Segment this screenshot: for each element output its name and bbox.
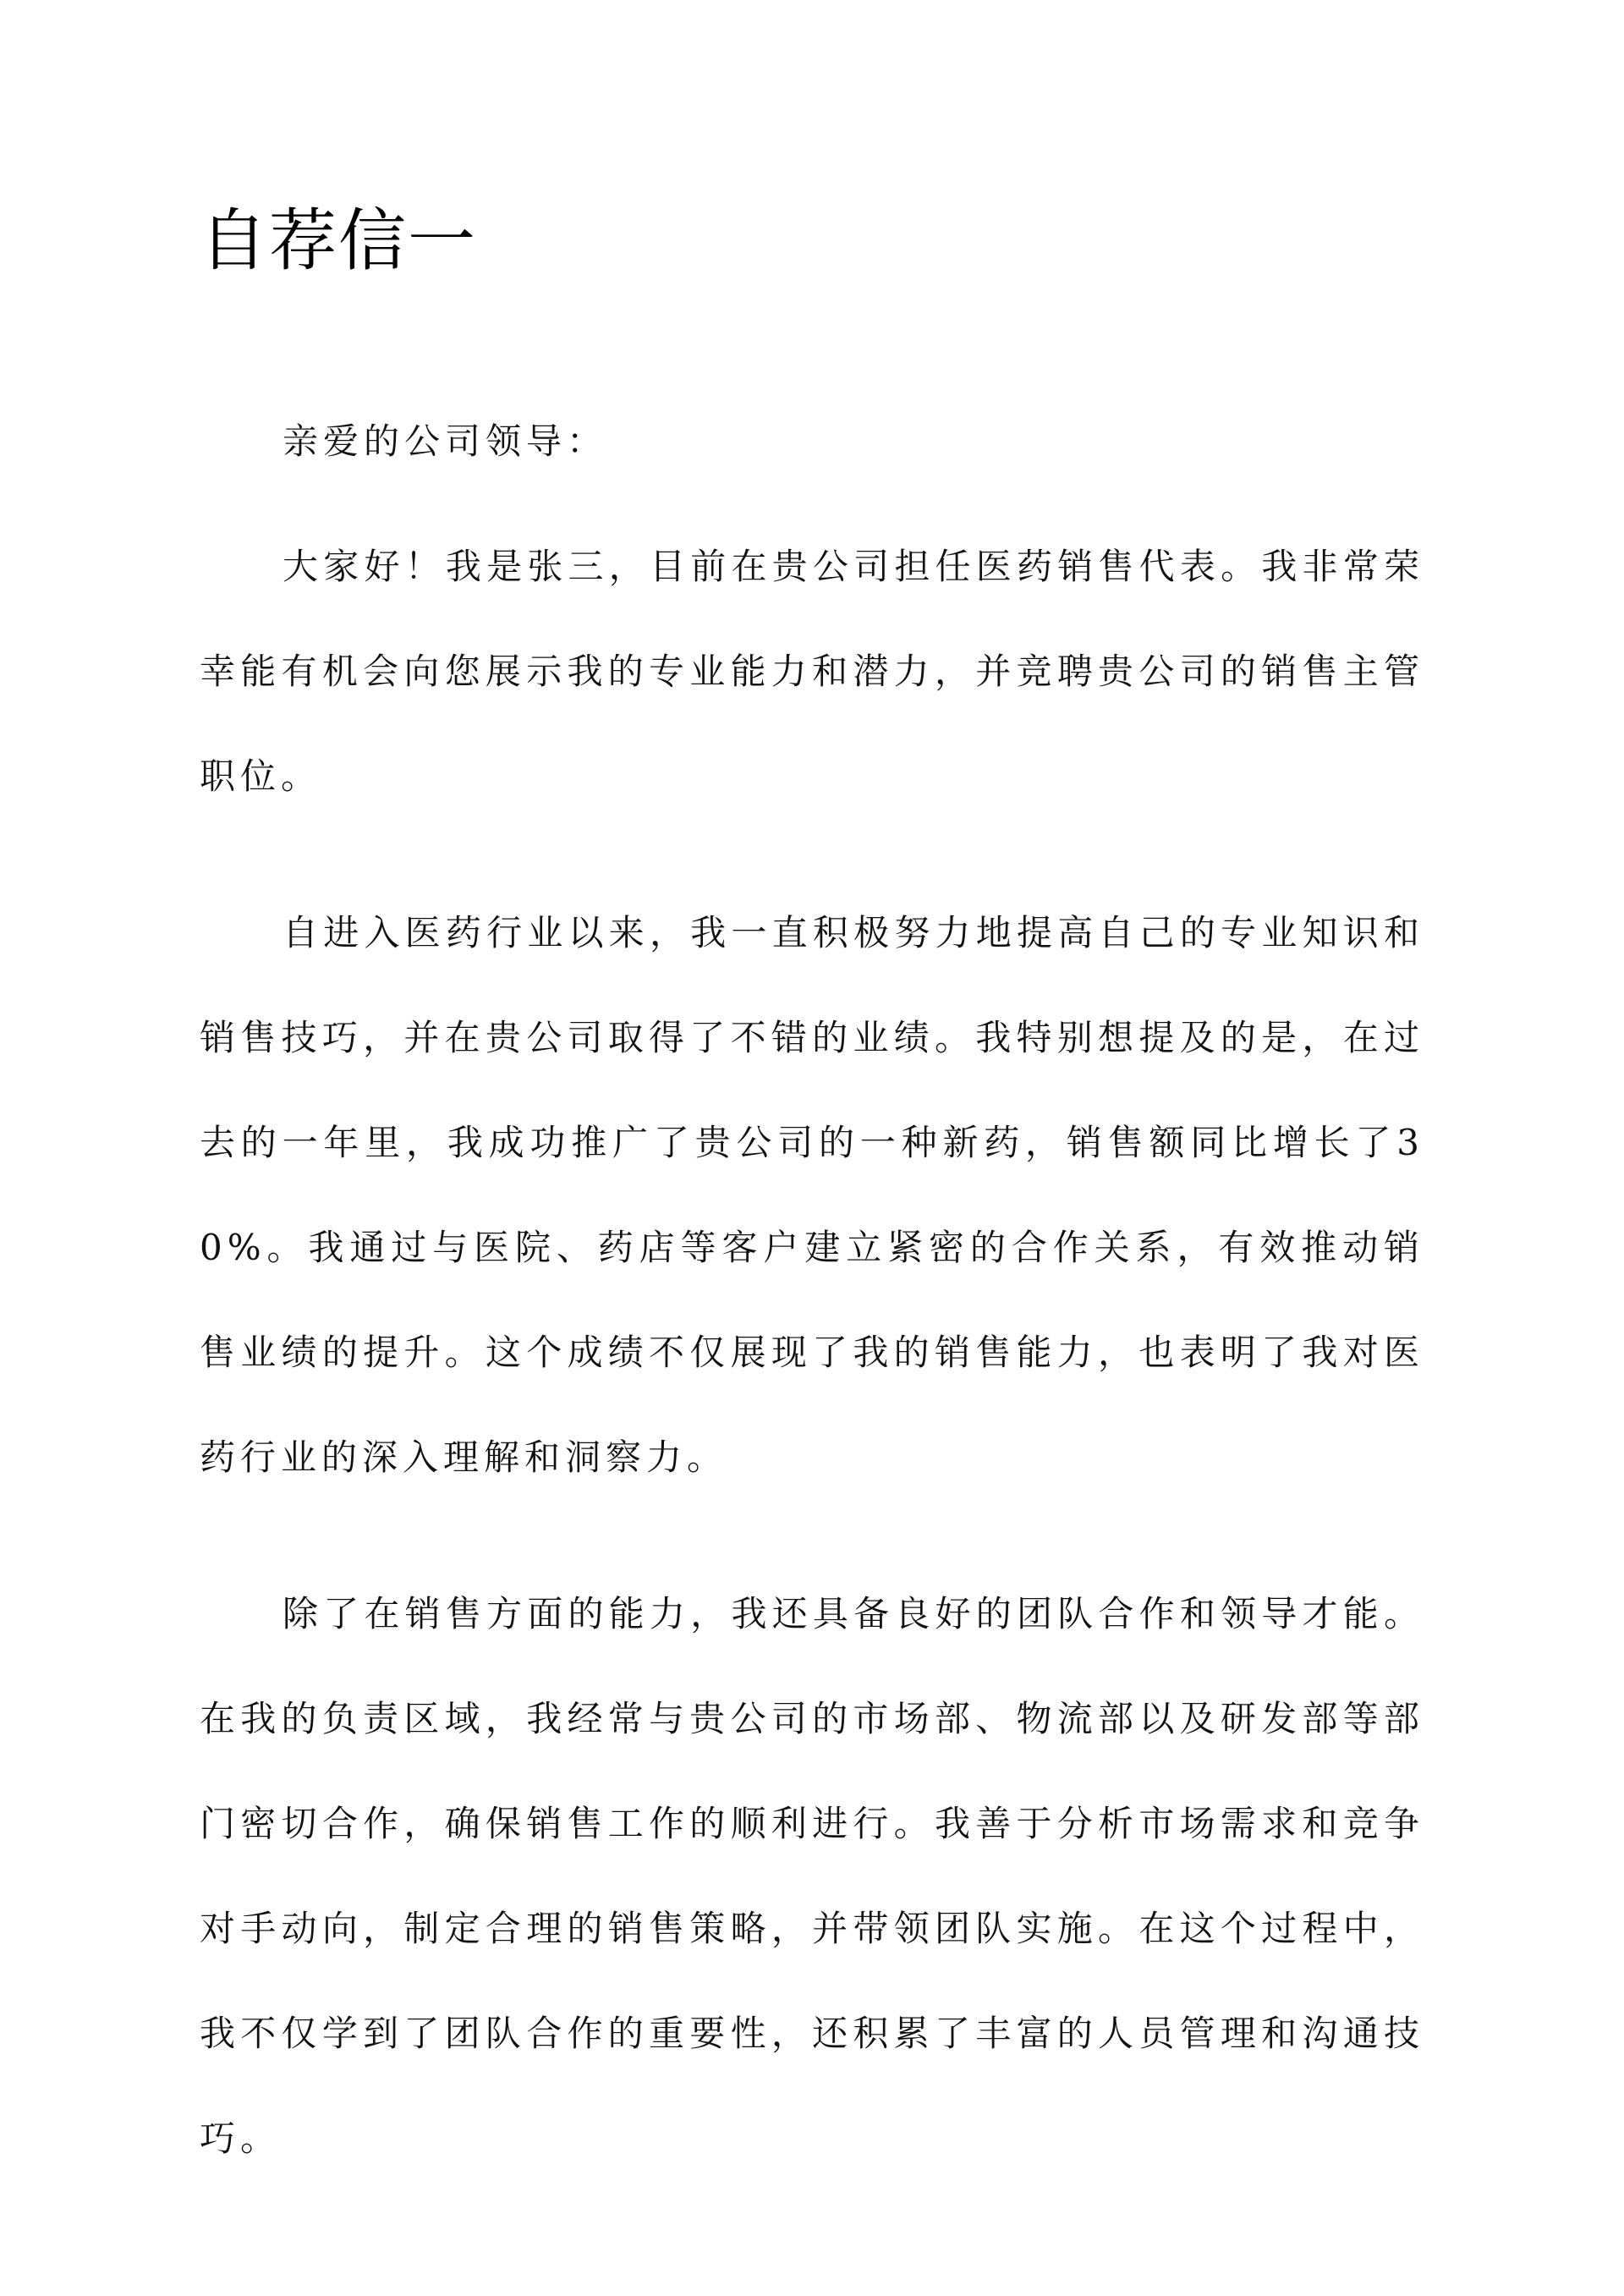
salutation: 亲爱的公司领导： bbox=[283, 420, 608, 462]
document-title: 自荐信一 bbox=[200, 201, 477, 280]
paragraph-intro: 大家好！我是张三，目前在贵公司担任医药销售代表。我非常荣幸能有机会向您展示我的专业能力和潜力，并竞聘贵公司的销售主管职位。 bbox=[200, 546, 1424, 797]
paragraph-achievements: 自进入医药行业以来，我一直积极努力地提高自己的专业知识和销售技巧，并在贵公司取得了不错的业绩。我特别想提及的是，在过去的一年里，我成功推广了贵公司的一种新药，销售额同比增长了30%。我通过与医院、药店等客户建立紧密的合作关系，有效推动销售业绩的提升。这个成绩不仅展现了我的销售能力，也表明了我对医药行业的深入理解和洞察力。 bbox=[200, 912, 1424, 1478]
paragraph-teamwork: 除了在销售方面的能力，我还具备良好的团队合作和领导才能。在我的负责区域，我经常与贵公司的市场部、物流部以及研发部等部门密切合作，确保销售工作的顺利进行。我善于分析市场需求和竞争对手动向，制定合理的销售策略，并带领团队实施。在这个过程中，我不仅学到了团队合作的重要性，还积累了丰富的人员管理和沟通技巧。 bbox=[200, 1593, 1424, 2159]
letter-body bbox=[200, 389, 1424, 2243]
